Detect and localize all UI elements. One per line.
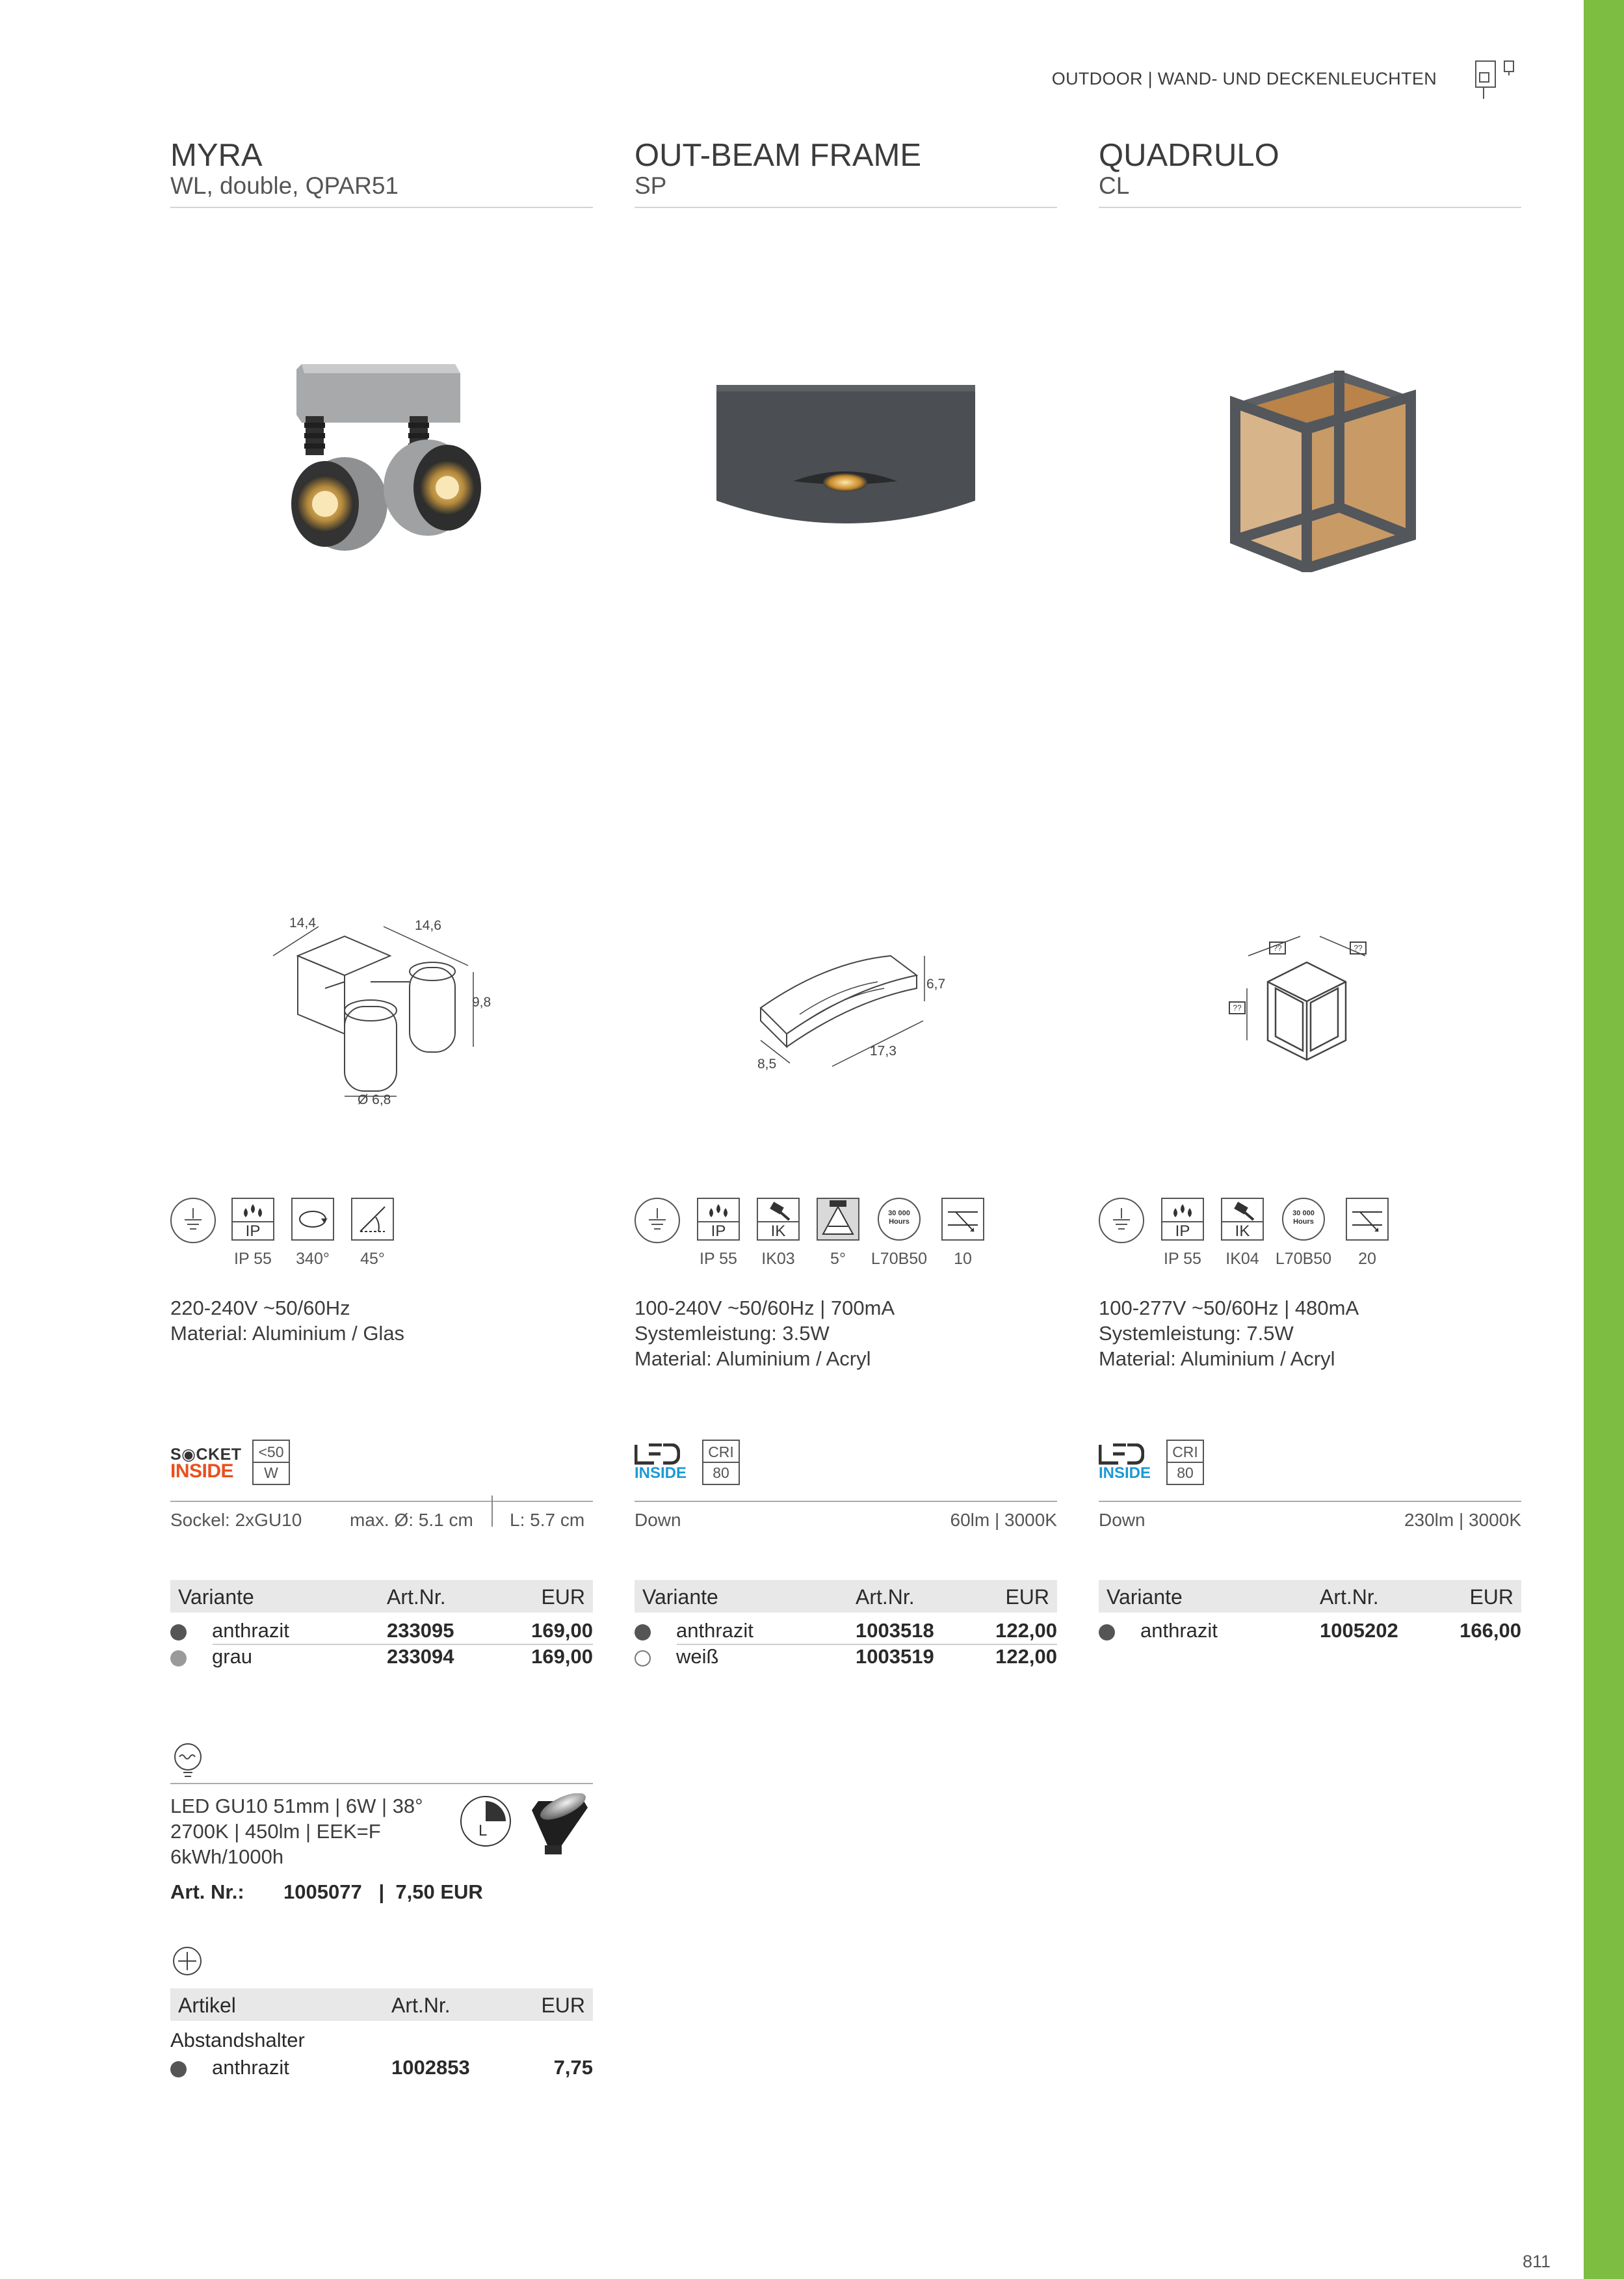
led-inside-text: INSIDE [635,1464,687,1482]
art-number: 1002853 [391,2056,470,2079]
ik-text: IK [1222,1221,1263,1241]
col-artikel: Artikel [178,1994,236,2017]
title-rule [1099,207,1521,208]
title-rule [635,207,1057,208]
art-number: 1003518 [856,1619,934,1642]
add-accessory-icon [173,1947,202,1975]
wattage-unit: W [254,1462,289,1482]
earth-icon [635,1198,680,1243]
wall-ceiling-lamp-icon [1474,60,1519,103]
socket-type: Sockel: 2xGU10 [170,1510,302,1530]
spec-line: 100-240V ~50/60Hz | 700mA [635,1297,895,1319]
lifetime-icon [1346,1198,1389,1241]
dim-label-a: 6,7 [926,977,946,992]
spec-line: Systemleistung: 3.5W [635,1322,830,1345]
lamp-bulb-icon [170,1741,205,1776]
icon-label-count: 10 [954,1250,972,1268]
product-outbeam-header [635,138,1057,208]
color-swatch [1099,1624,1115,1640]
col-artnr: Art.Nr. [387,1585,446,1609]
spec-line: 100-277V ~50/60Hz | 480mA [1099,1297,1359,1319]
col-eur: EUR [541,1994,585,2017]
socket-logo-bottom: INSIDE [170,1460,234,1482]
led-logo-icon [635,1443,680,1466]
price: 122,00 [995,1645,1057,1668]
icon-label-ip: IP 55 [234,1250,272,1268]
accessory-table-header [170,1988,593,2021]
col-artnr: Art.Nr. [1320,1585,1379,1609]
tilt-icon [351,1198,394,1241]
dim-label-b: 14,6 [415,918,441,933]
lifetime-icon [941,1198,984,1241]
price: 7,75 [553,2056,593,2079]
light-rule [635,1501,1057,1502]
hours-icon [1282,1198,1325,1241]
ik-text: IK [758,1221,798,1241]
dim-label-a: 14,4 [289,916,316,930]
dimmable-icon [460,1796,511,1847]
cri-value: 80 [703,1462,739,1482]
cri-label: CRI [708,1443,734,1460]
outbeam-product-photo [709,377,982,546]
accessory-name: Abstandshalter [170,2029,305,2051]
spec-line: Material: Aluminium / Acryl [635,1347,871,1370]
product-title: QUADRULO [1099,138,1279,173]
col-eur: EUR [1005,1585,1049,1609]
quadrulo-specs [1099,1295,1359,1371]
dim-letter: L [478,1822,488,1839]
myra-icon-row [170,1195,593,1268]
socket-rule [170,1501,593,1502]
earth-icon [170,1198,216,1243]
dim-label-d: Ø 6,8 [358,1092,391,1107]
icon-label-lifetime: L70B50 [871,1250,928,1268]
color-swatch [635,1650,651,1666]
lamp-art-label: Art. Nr.: [170,1880,244,1903]
cri-label: CRI [1172,1443,1198,1460]
color-swatch [170,2061,187,2077]
light-direction: Down [635,1510,681,1530]
price: 122,00 [995,1619,1057,1642]
ip-text: IP [233,1221,273,1241]
color-swatch [170,1624,187,1640]
wattage-box [252,1440,290,1485]
table-row[interactable] [170,2055,593,2081]
socket-length: L: 5.7 cm [510,1510,585,1530]
icon-label-ik: IK04 [1225,1250,1259,1268]
ip-rating-icon [697,1198,740,1241]
wattage-value: <50 [258,1443,284,1460]
led-inside-badge [635,1437,830,1489]
product-title: MYRA [170,138,263,173]
product-myra-header [170,138,593,208]
color-swatch [170,1650,187,1666]
table-row[interactable] [635,1618,1057,1644]
product-subtitle: SP [635,172,667,199]
icon-label-tilt: 45° [360,1250,385,1268]
col-variante: Variante [178,1585,254,1609]
col-eur: EUR [1469,1585,1513,1609]
light-output: 60lm | 3000K [950,1510,1057,1530]
product-quadrulo-header [1099,138,1521,208]
outbeam-specs [635,1295,895,1371]
dim-label-b: 17,3 [870,1044,897,1059]
ip-text: IP [1162,1221,1203,1241]
col-variante: Variante [1107,1585,1183,1609]
outbeam-icon-row [635,1195,1057,1268]
socket-divider [491,1495,493,1527]
spec-line: Material: Aluminium / Acryl [1099,1347,1335,1370]
color-swatch [635,1624,651,1640]
table-row[interactable] [170,1644,593,1670]
price: 166,00 [1460,1619,1521,1642]
art-number: 1003519 [856,1645,934,1668]
earth-icon [1099,1198,1144,1243]
col-artnr: Art.Nr. [391,1994,451,2017]
spec-line: 220-240V ~50/60Hz [170,1297,350,1319]
price: 169,00 [531,1619,593,1642]
icon-label-lifetime: L70B50 [1275,1250,1332,1268]
quadrulo-product-photo [1209,364,1417,572]
col-artnr: Art.Nr. [856,1585,915,1609]
dim-label-c: ?? [1229,1001,1246,1014]
ip-text: IP [698,1221,739,1241]
table-row[interactable] [1099,1618,1521,1644]
cri-value: 80 [1168,1462,1203,1482]
dim-label-c: 8,5 [757,1057,777,1072]
beam-angle-icon [817,1198,859,1241]
price: 169,00 [531,1645,593,1668]
variant-name: weiß [676,1645,719,1668]
led-inside-badge [1099,1437,1294,1489]
icon-label-ik: IK03 [761,1250,795,1268]
hours-icon [878,1198,921,1241]
led-logo-icon [1099,1443,1144,1466]
outbeam-table-header [635,1580,1057,1613]
icon-label-count: 20 [1358,1250,1376,1268]
col-eur: EUR [541,1585,585,1609]
product-subtitle: CL [1099,172,1130,199]
myra-table-header [170,1580,593,1613]
product-title: OUT-BEAM FRAME [635,138,922,173]
hours-text: 30 000 Hours [1292,1209,1315,1226]
lamp-art-value: 1005077 | 7,50 EUR [283,1880,483,1903]
quadrulo-icon-row [1099,1195,1521,1268]
gu10-lamp-photo [519,1793,597,1858]
variant-name: anthrazit [676,1619,753,1642]
spec-line: Systemleistung: 7.5W [1099,1322,1294,1345]
variant-name: anthrazit [1140,1619,1218,1642]
title-rule [170,207,593,208]
variant-name: grau [212,1645,253,1668]
lamp-specs [170,1793,423,1869]
art-number: 233094 [387,1645,454,1668]
icon-label-beam: 5° [830,1250,846,1268]
light-rule [1099,1501,1521,1502]
table-row[interactable] [635,1644,1057,1670]
outbeam-dimension-drawing [748,949,956,1079]
lamp-spec-line: 6kWh/1000h [170,1845,284,1868]
art-number: 1005202 [1320,1619,1398,1642]
icon-label-ip: IP 55 [1164,1250,1201,1268]
socket-inside-badge [170,1437,365,1489]
spec-line: Material: Aluminium / Glas [170,1322,405,1345]
icon-label-rotation: 340° [296,1250,330,1268]
icon-label-ip: IP 55 [700,1250,737,1268]
col-variante: Variante [642,1585,718,1609]
hours-text: 30 000 Hours [888,1209,910,1226]
section-header: OUTDOOR | WAND- UND DECKENLEUCHTEN [1051,69,1437,88]
table-row[interactable] [170,1618,593,1644]
myra-product-photo [286,358,507,579]
led-inside-text: INSIDE [1099,1464,1151,1482]
lamp-spec-line: LED GU10 51mm | 6W | 38° [170,1795,423,1817]
dim-label-c: 9,8 [472,995,491,1010]
dim-label-a: ?? [1269,942,1286,955]
quadrulo-table-header [1099,1580,1521,1613]
rotation-icon [291,1198,334,1241]
impact-rating-icon [757,1198,800,1241]
myra-specs [170,1295,404,1346]
variant-name: anthrazit [212,2056,289,2079]
variant-name: anthrazit [212,1619,289,1642]
impact-rating-icon [1221,1198,1264,1241]
ip-rating-icon [1161,1198,1204,1241]
product-subtitle: WL, double, QPAR51 [170,172,399,199]
socket-max-diameter: max. Ø: 5.1 cm [350,1510,473,1530]
lamp-spec-line: 2700K | 450lm | EEK=F [170,1820,381,1843]
ip-rating-icon [231,1198,274,1241]
cri-box [1166,1440,1204,1485]
page-number: 811 [1523,2252,1551,2271]
art-number: 233095 [387,1619,454,1642]
green-side-bar [1584,0,1624,2279]
light-output: 230lm | 3000K [1404,1510,1521,1530]
socket-logo-top: S◉CKET [170,1445,242,1464]
lamp-rule [170,1783,593,1784]
dim-label-b: ?? [1350,942,1367,955]
light-direction: Down [1099,1510,1146,1530]
cri-box [702,1440,740,1485]
